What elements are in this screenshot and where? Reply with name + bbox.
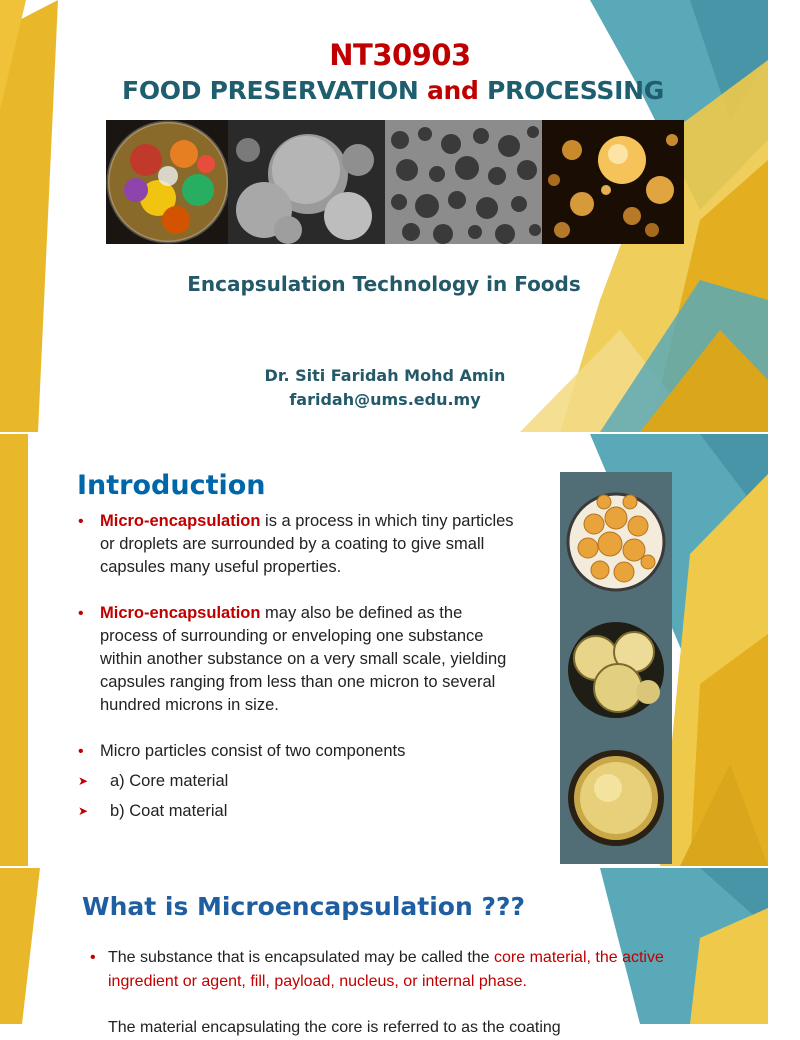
microcapsules-large-image (568, 622, 664, 718)
arrow-bullet-icon: ➤ (78, 804, 89, 818)
bullet-coating-cut-off: The material encapsulating the core is referred to as the coating (108, 1019, 561, 1036)
bullet-dot-icon: • (78, 513, 84, 530)
presentation-subtitle: Encapsulation Technology in Foods (187, 272, 581, 296)
food-sphere-image (106, 120, 228, 244)
title-part1: FOOD PRESERVATION (122, 76, 427, 105)
bullet-text: Micro particles consist of two components (100, 742, 406, 760)
sub-bullet-text: b) Coat material (110, 802, 228, 820)
sub-bullet-coat (78, 800, 518, 823)
title-slide (0, 0, 768, 432)
title-part2: PROCESSING (478, 76, 664, 105)
course-code: NT30903 (329, 38, 471, 72)
sem-capsule-image (228, 120, 385, 244)
porous-matrix-image (385, 120, 542, 244)
core-material-terms: core material, the active ingredient or agent, fill, payload, nucleus, or internal phase. (108, 949, 664, 990)
introduction-slide (0, 434, 768, 866)
what-is-heading: What is Microencapsulation ??? (82, 892, 525, 921)
introduction-bullets (78, 510, 518, 823)
what-is-microencapsulation-slide (0, 868, 768, 1036)
arrow-bullet-icon: ➤ (78, 774, 89, 788)
course-title (0, 76, 786, 105)
single-microcapsule-image (568, 750, 664, 846)
bullet-components (78, 740, 518, 763)
bullet-definition-2 (78, 602, 518, 717)
author-name: Dr. Siti Faridah Mohd Amin (264, 366, 506, 385)
bullet-definition-1 (78, 510, 518, 579)
bullet-dot-icon: • (90, 949, 96, 966)
bullet-core-material (90, 946, 668, 994)
microcapsules-cluster-image (568, 494, 664, 590)
bullet-text: is a process in which tiny particles or droplets are surrounded by a coating to give small capsules many useful properties. (100, 512, 514, 576)
bullet-text: The substance that is encapsulated may be called the (108, 949, 495, 966)
term-micro-encapsulation: Micro-encapsulation (100, 604, 261, 622)
author-block (260, 364, 510, 412)
microcapsule-images-panel (560, 472, 672, 864)
title-and: and (426, 76, 479, 105)
sub-bullet-text: a) Core material (110, 772, 229, 790)
golden-spheres-image (542, 120, 684, 244)
author-email: faridah@ums.edu.my (289, 390, 481, 409)
sub-bullet-core (78, 770, 518, 793)
term-micro-encapsulation: Micro-encapsulation (100, 512, 261, 530)
introduction-heading: Introduction (77, 470, 266, 501)
bullet-dot-icon: • (78, 743, 84, 760)
bullet-dot-icon: • (78, 605, 84, 622)
bullet-text: may also be defined as the process of surrounding or enveloping one substance within another substance on a very small scale, yielding capsules ranging from less than one micron to several hundred microns in size. (100, 604, 507, 714)
photo-strip (106, 120, 684, 244)
